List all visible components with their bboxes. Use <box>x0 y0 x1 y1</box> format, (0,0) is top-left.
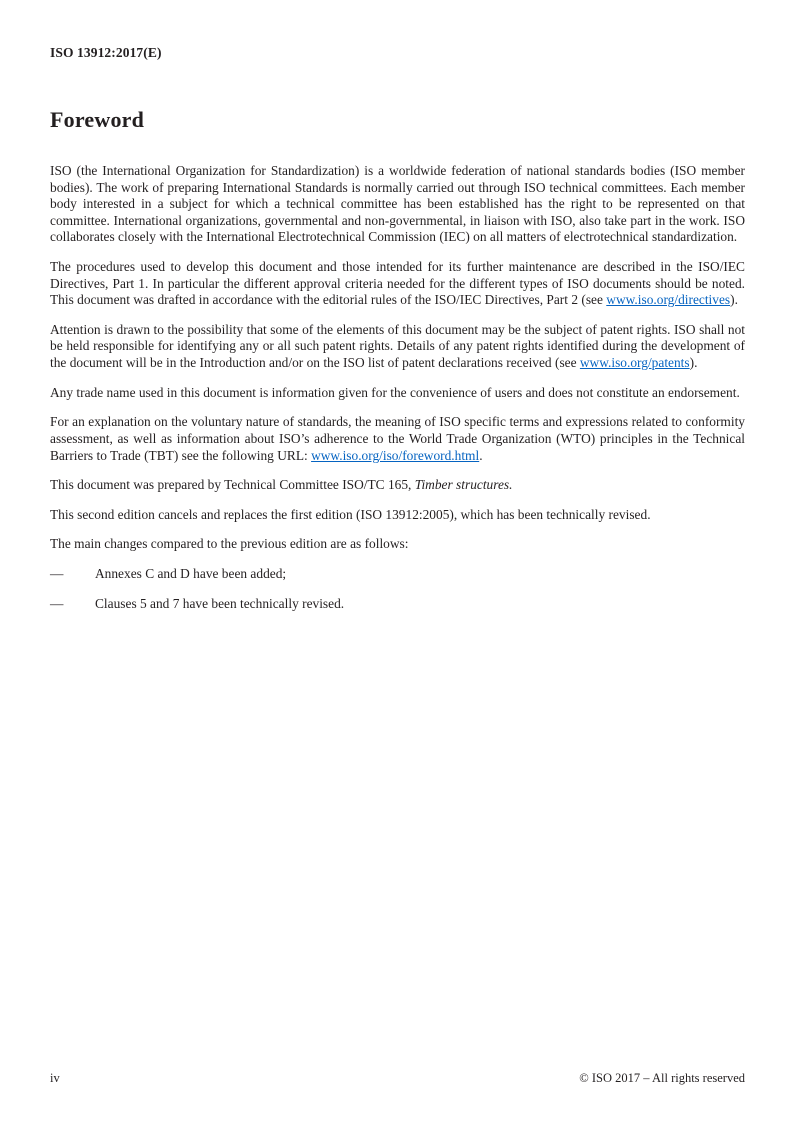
copyright-notice: © ISO 2017 – All rights reserved <box>579 1071 745 1085</box>
page-number: iv <box>50 1071 60 1085</box>
paragraph-patents <box>50 322 745 372</box>
foreword-url-link[interactable]: www.iso.org/iso/foreword.html <box>311 447 480 463</box>
list-item-text: Annexes C and D have been added; <box>95 565 287 581</box>
list-dash: — <box>50 565 64 581</box>
paragraph-text: The procedures used to develop this document and those intended for its further maintenance are described in the ISO/IEC Directives, Part 1. In particular the different approval criteria needed for the different types of ISO documents should be noted. This document was drafted in accordance with the editorial rules of the ISO/IEC Directives, Part 2 (see <box>50 259 745 308</box>
paragraph-text: Attention is drawn to the possibility that some of the elements of this document may be the subject of patent rights. ISO shall not be held responsible for identifying any or all such patent rights. Details of any patent rights identified during the development of the document will be in the Introduction and/or on the ISO list of patent declarations received (see <box>50 321 745 371</box>
paragraph-text: ). <box>730 292 738 308</box>
patents-link[interactable]: www.iso.org/patents <box>579 355 690 371</box>
list-item-text: Clauses 5 and 7 have been technically revised. <box>95 595 345 611</box>
list-item <box>50 596 745 613</box>
list-item <box>50 566 745 583</box>
paragraph-edition: This second edition cancels and replaces the first edition (ISO 13912:2005), which has been technically revised. <box>50 506 651 522</box>
paragraph-iso-federation: ISO (the International Organization for Standardization) is a worldwide federation of national standards bodies (ISO member bodies). The work of preparing International Standards is normally carried out through ISO technical committees. Each member body interested in a subject for which a technical committee has been established has the right to be represented on that committee. International organizations, governmental and non-governmental, in liaison with ISO, also take part in the work. ISO collaborates closely with the International Electrotechnical Commission (IEC) on all matters of electrotechnical standardization. <box>50 163 745 245</box>
directives-link[interactable]: www.iso.org/directives <box>606 292 731 308</box>
paragraph-text: ). <box>689 355 698 371</box>
paragraph-text: . <box>479 447 483 463</box>
paragraph-committee <box>50 477 745 494</box>
paragraph-text: This document was prepared by Technical Committee ISO/TC 165, <box>50 477 415 493</box>
committee-subject: Timber structures. <box>414 477 513 493</box>
doc-id: ISO 13912:2017(E) <box>50 45 162 60</box>
foreword-section <box>50 107 745 625</box>
paragraph-trade-name: Any trade name used in this document is information given for the convenience of users and does not constitute an endorsement. <box>50 384 740 400</box>
page-header <box>50 45 745 61</box>
section-title: Foreword <box>50 107 145 132</box>
paragraph-wto <box>50 414 745 464</box>
paragraph-procedures <box>50 259 745 309</box>
paragraph-text: For an explanation on the voluntary nature of standards, the meaning of ISO specific terms and expressions related to conformity assessment, as well as information about ISO’s adherence to the World Trade Organization (WTO) principles in the Technical Barriers to Trade (TBT) see the following URL: <box>50 414 745 463</box>
paragraph-changes-intro: The main changes compared to the previous edition are as follows: <box>50 536 409 552</box>
page-footer <box>50 1071 745 1086</box>
list-dash: — <box>50 595 64 611</box>
